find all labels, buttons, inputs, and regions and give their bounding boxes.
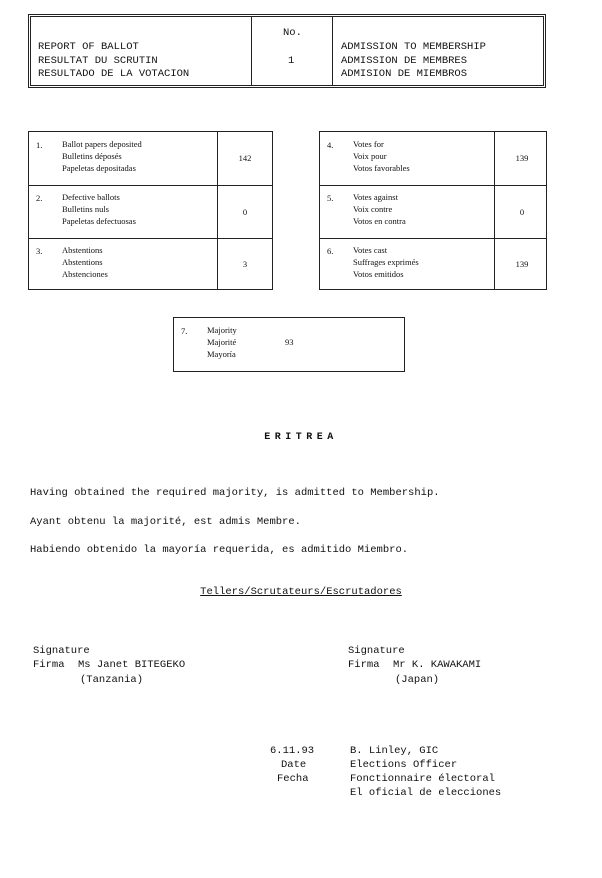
table-row bbox=[320, 132, 546, 186]
label-fr: Bulletins nuls bbox=[62, 204, 109, 214]
label-es: Votos emitidos bbox=[353, 269, 404, 279]
row-number: 5. bbox=[327, 193, 334, 203]
teller-left-name: Ms Janet BITEGEKO bbox=[78, 659, 186, 671]
statement-fr: Ayant obtenu la majorité, est admis Membre. bbox=[30, 516, 301, 528]
teller-left-country: (Tanzania) bbox=[80, 674, 144, 686]
header-divider-left bbox=[251, 17, 252, 85]
label-en: Votes cast bbox=[353, 245, 388, 255]
label-en: Ballot papers deposited bbox=[62, 139, 142, 149]
ballot-table-right bbox=[319, 131, 547, 290]
abstentions-value: 3 bbox=[242, 259, 248, 269]
officer-title-en: Elections Officer bbox=[350, 759, 458, 771]
label-en: Votes for bbox=[353, 139, 384, 149]
row-labels bbox=[62, 138, 142, 174]
row-labels bbox=[353, 138, 410, 174]
majority-box bbox=[173, 317, 405, 372]
majority-labels bbox=[207, 324, 237, 360]
row-number: 2. bbox=[36, 193, 43, 203]
label-en: Abstentions bbox=[62, 245, 103, 255]
teller-right-country: (Japan) bbox=[395, 674, 440, 686]
date-label: Date bbox=[281, 759, 307, 771]
majority-value: 93 bbox=[285, 337, 294, 347]
teller-right-name: Mr K. KAWAKAMI bbox=[393, 659, 482, 671]
admission-title-en: ADMISSION TO MEMBERSHIP bbox=[341, 41, 486, 53]
report-title-en: REPORT OF BALLOT bbox=[38, 41, 139, 53]
number-value: 1 bbox=[288, 55, 295, 67]
table-row bbox=[29, 238, 272, 289]
admission-title bbox=[341, 41, 486, 82]
label-es: Abstenciones bbox=[62, 269, 108, 279]
label-fr: Suffrages exprimés bbox=[353, 257, 419, 267]
teller-right-signature-label: Signature bbox=[348, 645, 405, 657]
table-row bbox=[29, 132, 272, 186]
teller-left-firma-label: Firma bbox=[33, 659, 65, 671]
label-fr: Majorité bbox=[207, 337, 237, 347]
report-title bbox=[38, 41, 189, 82]
defective-ballots-value: 0 bbox=[242, 207, 248, 217]
date-value: 6.11.93 bbox=[270, 745, 315, 757]
number-label: No. bbox=[283, 27, 302, 39]
table-row bbox=[320, 185, 546, 239]
country-name: ERITREA bbox=[264, 432, 338, 443]
row-labels bbox=[62, 244, 108, 280]
teller-right-firma-label: Firma bbox=[348, 659, 380, 671]
row-number: 4. bbox=[327, 140, 334, 150]
label-es: Papeletas defectuosas bbox=[62, 216, 136, 226]
teller-left-signature-label: Signature bbox=[33, 645, 90, 657]
label-es: Mayoría bbox=[207, 349, 236, 359]
report-title-fr: RESULTAT DU SCRUTIN bbox=[38, 54, 158, 67]
label-fr: Voix contre bbox=[353, 204, 393, 214]
ballot-papers-value: 142 bbox=[238, 153, 252, 163]
label-fr: Abstentions bbox=[62, 257, 103, 267]
votes-for-value: 139 bbox=[515, 153, 529, 163]
table-row bbox=[29, 185, 272, 239]
label-fr: Voix pour bbox=[353, 151, 387, 161]
table-row bbox=[320, 238, 546, 289]
admission-title-es: ADMISION DE MIEMBROS bbox=[341, 68, 468, 80]
label-es: Papeletas depositadas bbox=[62, 163, 136, 173]
label-en: Votes against bbox=[353, 192, 398, 202]
row-number: 6. bbox=[327, 246, 334, 256]
label-fr: Bulletins déposés bbox=[62, 151, 122, 161]
row-labels bbox=[62, 191, 136, 227]
label-es: Votos favorables bbox=[353, 163, 410, 173]
row-labels bbox=[353, 244, 419, 280]
label-en: Defective ballots bbox=[62, 192, 120, 202]
votes-against-value: 0 bbox=[519, 207, 525, 217]
label-en: Majority bbox=[207, 325, 237, 335]
admission-title-fr: ADMISSION DE MEMBRES bbox=[341, 54, 468, 67]
statement-en: Having obtained the required majority, is admitted to Membership. bbox=[30, 487, 440, 499]
statement-es: Habiendo obtenido la mayoría requerida, es admitido Miembro. bbox=[30, 544, 409, 556]
label-es: Votos en contra bbox=[353, 216, 406, 226]
officer-name: B. Linley, GIC bbox=[350, 745, 439, 757]
report-title-es: RESULTADO DE LA VOTACION bbox=[38, 68, 190, 80]
row-labels bbox=[353, 191, 406, 227]
tellers-heading: Tellers/Scrutateurs/Escrutadores bbox=[200, 586, 402, 598]
row-number: 1. bbox=[36, 140, 43, 150]
officer-title-fr: Fonctionnaire électoral bbox=[350, 773, 495, 785]
votes-cast-value: 139 bbox=[515, 259, 529, 269]
officer-title-es: El oficial de elecciones bbox=[350, 787, 502, 799]
report-header bbox=[28, 14, 546, 88]
header-divider-right bbox=[332, 17, 333, 85]
ballot-table-left bbox=[28, 131, 273, 290]
fecha-label: Fecha bbox=[277, 773, 309, 785]
row-number: 7. bbox=[181, 326, 188, 336]
row-number: 3. bbox=[36, 246, 43, 256]
